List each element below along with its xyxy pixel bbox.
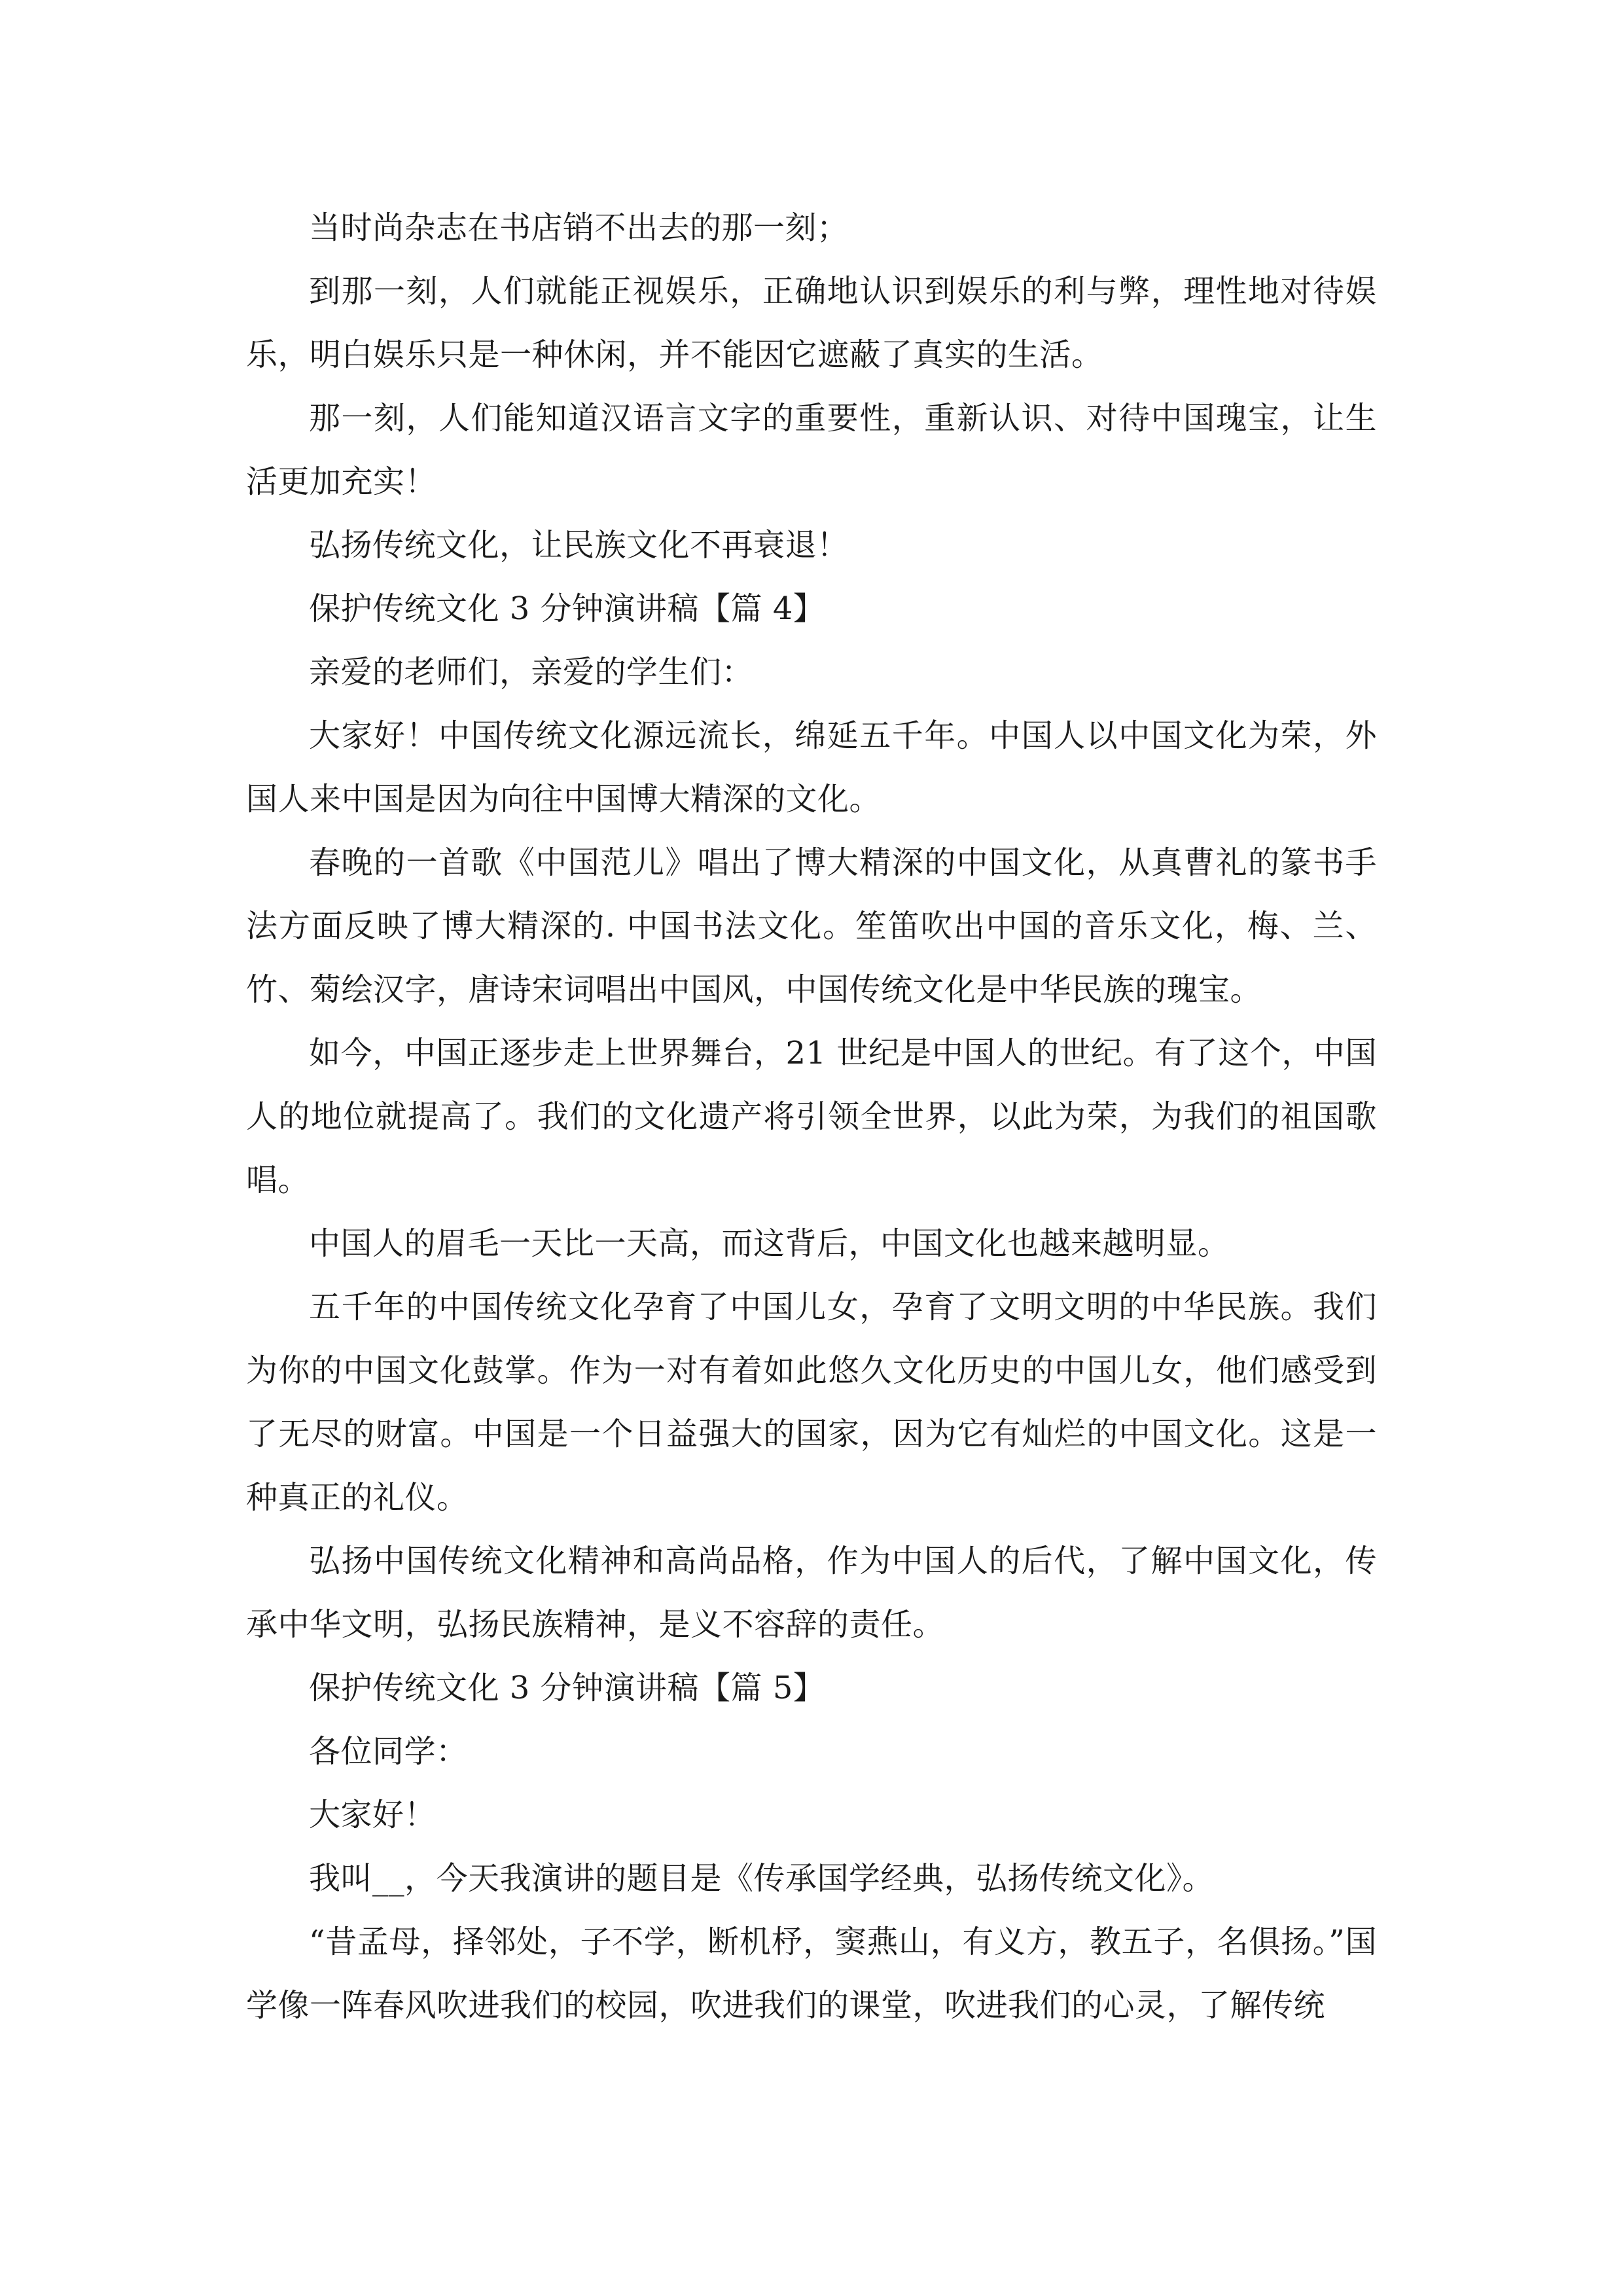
section-heading: 保护传统文化 3 分钟演讲稿【篇 5】 xyxy=(309,1670,825,1706)
paragraph: 我叫__，今天我演讲的题目是《传承国学经典，弘扬传统文化》。 xyxy=(309,1860,1215,1897)
paragraph: “昔孟母，择邻处，子不学，断机杼，窦燕山，有义方，教五子，名俱扬。”国学像一阵春风吹进我们的校园，吹进我们的课堂，吹进我们的心灵，了解传统 xyxy=(246,1924,1377,2024)
paragraph: 春晚的一首歌《中国范儿》唱出了博大精深的中国文化，从真曹礼的篆书手法方面反映了博大精深的. 中国书法文化。笙笛吹出中国的音乐文化，梅、兰、竹、菊绘汉字，唐诗宋词唱出中国风，中国传统文化是中华民族的瑰宝。 xyxy=(246,844,1377,1008)
paragraph: 到那一刻，人们就能正视娱乐，正确地认识到娱乐的利与弊，理性地对待娱乐，明白娱乐只是一种休闲，并不能因它遮蔽了真实的生活。 xyxy=(246,273,1377,373)
paragraph: 弘扬中国传统文化精神和高尚品格，作为中国人的后代，了解中国文化，传承中华文明，弘扬民族精神，是义不容辞的责任。 xyxy=(246,1543,1377,1643)
paragraph: 大家好！中国传统文化源远流长，绵延五千年。中国人以中国文化为荣，外国人来中国是因为向往中国博大精深的文化。 xyxy=(246,717,1377,817)
paragraph: 如今，中国正逐步走上世界舞台，21 世纪是中国人的世纪。有了这个，中国人的地位就提高了。我们的文化遗产将引领全世界，以此为荣，为我们的祖国歌唱。 xyxy=(246,1035,1377,1198)
paragraph: 当时尚杂志在书店销不出去的那一刻； xyxy=(309,209,849,246)
paragraph: 中国人的眉毛一天比一天高，而这背后，中国文化也越来越明显。 xyxy=(309,1225,1230,1262)
paragraph: 五千年的中国传统文化孕育了中国儿女，孕育了文明文明的中华民族。我们为你的中国文化鼓掌。作为一对有着如此悠久文化历史的中国儿女，他们感受到了无尽的财富。中国是一个日益强大的国家，因为它有灿烂的中国文化。这是一种真正的礼仪。 xyxy=(246,1289,1377,1516)
section-heading: 保护传统文化 3 分钟演讲稿【篇 4】 xyxy=(309,590,825,627)
salutation: 各位同学： xyxy=(309,1733,468,1770)
document-body xyxy=(246,196,1377,2037)
salutation: 亲爱的老师们，亲爱的学生们： xyxy=(309,654,754,691)
paragraph: 那一刻，人们能知道汉语言文字的重要性，重新认识、对待中国瑰宝，让生活更加充实！ xyxy=(246,400,1377,500)
greeting: 大家好！ xyxy=(309,1797,437,1833)
paragraph: 弘扬传统文化，让民族文化不再衰退！ xyxy=(309,527,849,564)
